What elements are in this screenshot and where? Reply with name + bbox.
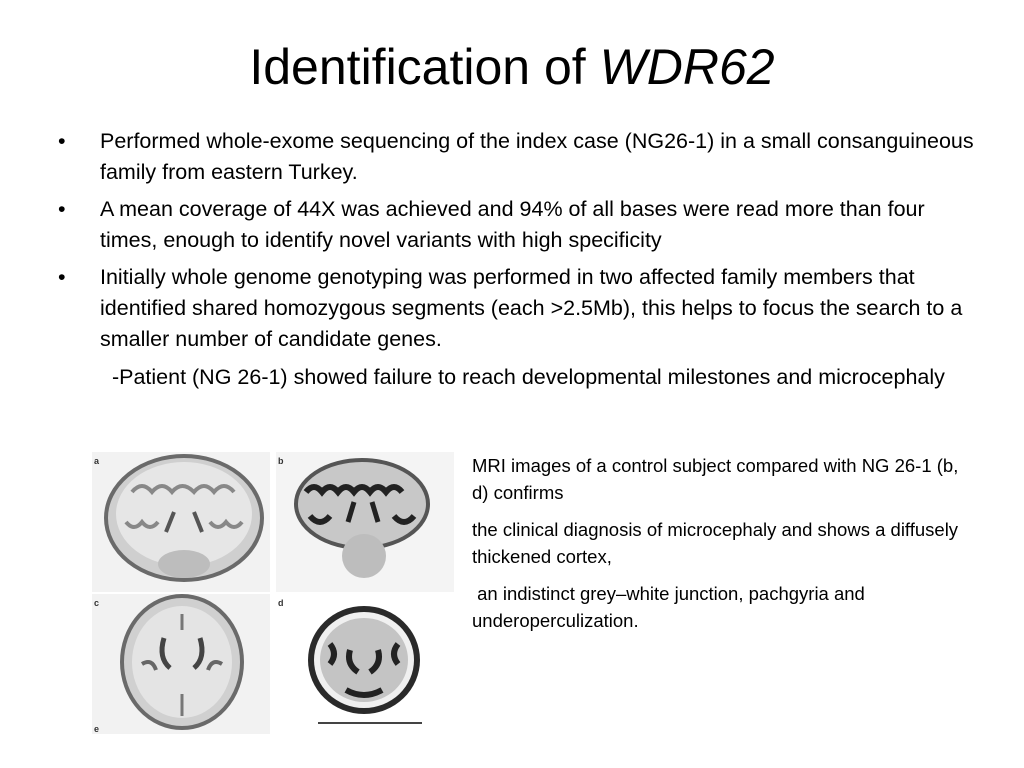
bullet-icon: • <box>58 129 66 153</box>
title-gene-name: WDR62 <box>599 39 775 95</box>
panel-label: a <box>94 456 100 466</box>
mri-coronal-patient-image <box>276 452 454 592</box>
bullet-text: Initially whole genome genotyping was performed in two affected family members that identified shared homozygous segments (each >2.5Mb), this helps to focus the search to a smaller number of candidate genes. <box>100 265 963 351</box>
title-text: Identification of <box>249 39 600 95</box>
bullet-icon: • <box>58 197 66 221</box>
patient-note: -Patient (NG 26-1) showed failure to reach developmental milestones and microcephaly <box>100 365 945 389</box>
figure-caption <box>472 452 972 644</box>
mri-coronal-control-image <box>92 452 270 592</box>
bullet-list <box>54 126 974 361</box>
panel-label: b <box>278 456 284 466</box>
mri-panel-d <box>276 594 454 734</box>
caption-line: the clinical diagnosis of microcephaly and shows a diffusely thickened cortex, <box>472 519 959 567</box>
mri-panel-a <box>92 452 270 592</box>
bullet-text: A mean coverage of 44X was achieved and 94% of all bases were read more than four times, enough to identify novel variants with high specificity <box>100 197 925 252</box>
panel-label: c <box>94 598 100 608</box>
mri-axial-control-image <box>92 594 270 734</box>
bullet-icon: • <box>58 265 66 289</box>
panel-label: d <box>278 598 284 608</box>
scale-bar <box>318 722 422 724</box>
panel-label: e <box>94 724 100 734</box>
bullet-item <box>54 262 974 355</box>
slide-title <box>0 36 1024 98</box>
caption-line: MRI images of a control subject compared with NG 26-1 (b, d) confirms <box>472 455 959 503</box>
bullet-item <box>54 194 974 256</box>
mri-panel-b <box>276 452 454 592</box>
mri-panel-c <box>92 594 270 734</box>
bullet-item <box>54 126 974 188</box>
mri-figure <box>92 452 452 740</box>
caption-line: an indistinct grey–white junction, pachgyria and underoperculization. <box>472 583 870 631</box>
mri-axial-patient-image <box>276 594 454 734</box>
bullet-text: Performed whole-exome sequencing of the index case (NG26-1) in a small consanguineous family from eastern Turkey. <box>100 129 974 184</box>
